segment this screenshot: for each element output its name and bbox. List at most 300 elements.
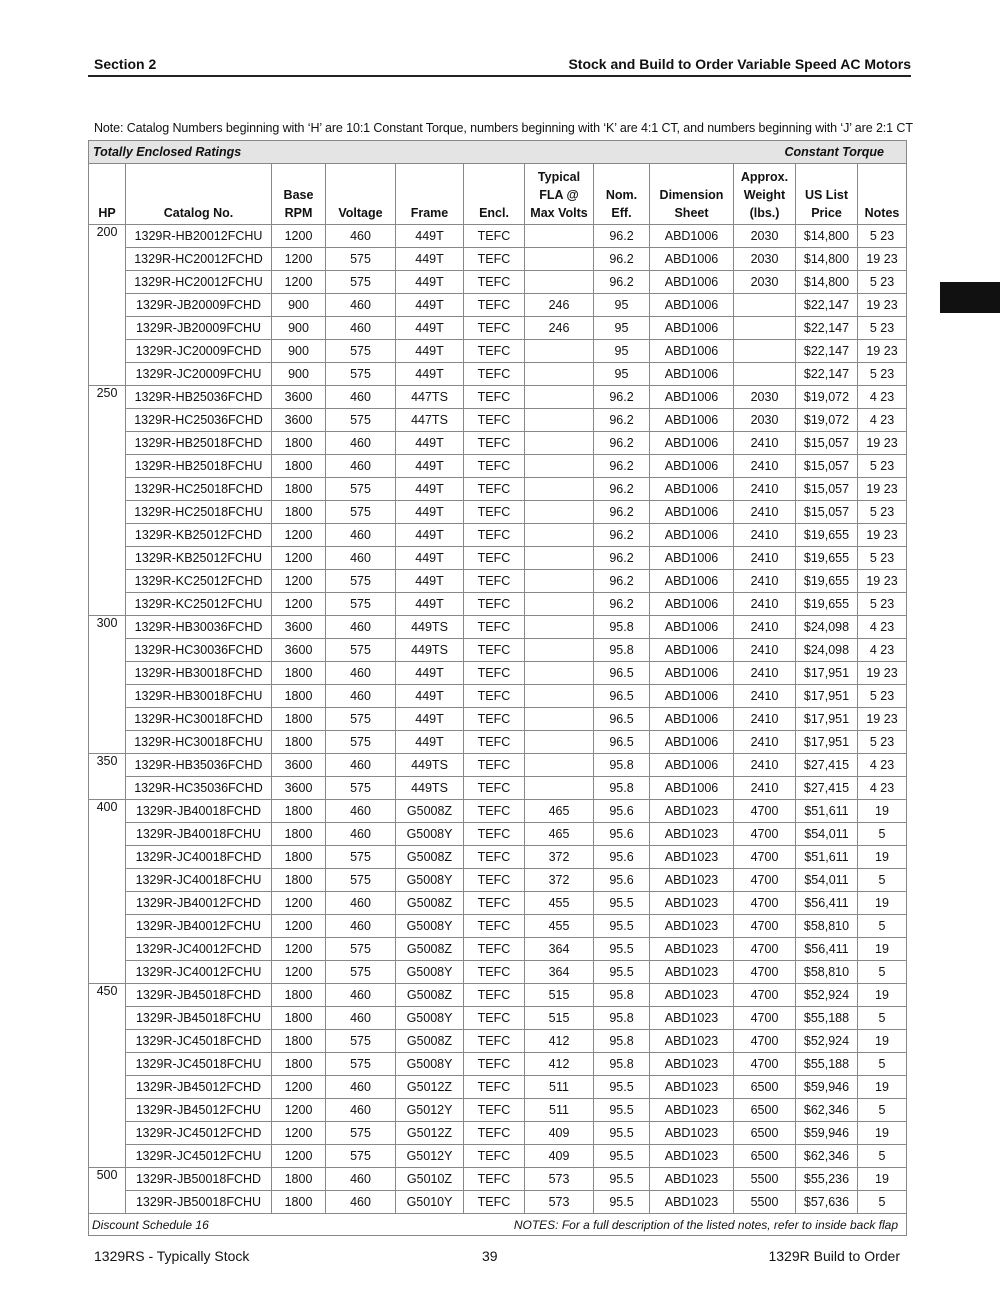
table-cell: 19 bbox=[858, 1030, 907, 1053]
table-cell: 2410 bbox=[734, 501, 796, 524]
table-cell: 5 bbox=[858, 1053, 907, 1076]
table-cell: $14,800 bbox=[796, 271, 858, 294]
table-cell: TEFC bbox=[464, 892, 525, 915]
table-cell: 575 bbox=[326, 593, 396, 616]
table-cell: 95.8 bbox=[594, 616, 650, 639]
table-cell: 372 bbox=[525, 846, 594, 869]
table-cell: 1200 bbox=[272, 961, 326, 984]
table-cell: 900 bbox=[272, 294, 326, 317]
table-cell: 246 bbox=[525, 294, 594, 317]
table-cell: TEFC bbox=[464, 1030, 525, 1053]
table-cell: $55,188 bbox=[796, 1053, 858, 1076]
catalog-number-cell: 1329R-JC40018FCHD bbox=[126, 846, 272, 869]
table-cell: 449T bbox=[396, 340, 464, 363]
catalog-number-cell: 1329R-JC40012FCHU bbox=[126, 961, 272, 984]
table-cell: 95.6 bbox=[594, 846, 650, 869]
catalog-number-cell: 1329R-JC20009FCHU bbox=[126, 363, 272, 386]
table-cell: 575 bbox=[326, 271, 396, 294]
table-cell: $24,098 bbox=[796, 616, 858, 639]
table-row bbox=[89, 846, 907, 869]
table-cell: TEFC bbox=[464, 317, 525, 340]
table-cell: 2410 bbox=[734, 708, 796, 731]
table-cell: 19 bbox=[858, 984, 907, 1007]
table-cell: 1800 bbox=[272, 823, 326, 846]
table-cell: TEFC bbox=[464, 616, 525, 639]
table-cell: ABD1023 bbox=[650, 915, 734, 938]
table-cell: 460 bbox=[326, 547, 396, 570]
table-cell: $15,057 bbox=[796, 455, 858, 478]
catalog-number-cell: 1329R-HC25036FCHD bbox=[126, 409, 272, 432]
table-cell: TEFC bbox=[464, 1145, 525, 1168]
table-cell: TEFC bbox=[464, 1053, 525, 1076]
table-cell: 4 23 bbox=[858, 639, 907, 662]
table-cell: 96.2 bbox=[594, 478, 650, 501]
table-cell: 449TS bbox=[396, 777, 464, 800]
table-cell: $54,011 bbox=[796, 823, 858, 846]
catalog-number-cell: 1329R-KC25012FCHU bbox=[126, 593, 272, 616]
table-cell: 4700 bbox=[734, 846, 796, 869]
catalog-number-cell: 1329R-HC30018FCHU bbox=[126, 731, 272, 754]
table-cell: TEFC bbox=[464, 386, 525, 409]
table-cell: $19,072 bbox=[796, 409, 858, 432]
table-cell bbox=[525, 662, 594, 685]
table-cell: 460 bbox=[326, 317, 396, 340]
table-cell: 19 bbox=[858, 1076, 907, 1099]
column-header-line: (lbs.) bbox=[749, 206, 780, 220]
table-cell: TEFC bbox=[464, 800, 525, 823]
table-cell: 5500 bbox=[734, 1168, 796, 1191]
table-cell: ABD1006 bbox=[650, 248, 734, 271]
table-cell: ABD1023 bbox=[650, 1030, 734, 1053]
table-cell: 5 bbox=[858, 1145, 907, 1168]
table-cell: 2410 bbox=[734, 731, 796, 754]
table-cell: G5008Y bbox=[396, 1007, 464, 1030]
table-cell: $59,946 bbox=[796, 1076, 858, 1099]
ratings-table bbox=[88, 140, 907, 1236]
catalog-number-cell: 1329R-HC25018FCHD bbox=[126, 478, 272, 501]
table-cell: 95 bbox=[594, 363, 650, 386]
table-cell: 19 23 bbox=[858, 662, 907, 685]
table-cell: TEFC bbox=[464, 409, 525, 432]
table-row bbox=[89, 386, 907, 409]
table-row bbox=[89, 1076, 907, 1099]
table-cell: 19 bbox=[858, 800, 907, 823]
table-cell: 5500 bbox=[734, 1191, 796, 1214]
table-cell: $19,655 bbox=[796, 593, 858, 616]
table-cell: 95.8 bbox=[594, 1053, 650, 1076]
table-cell: G5012Z bbox=[396, 1122, 464, 1145]
table-cell: ABD1006 bbox=[650, 271, 734, 294]
table-cell: 364 bbox=[525, 961, 594, 984]
table-cell: 575 bbox=[326, 777, 396, 800]
table-cell: $57,636 bbox=[796, 1191, 858, 1214]
table-cell bbox=[525, 271, 594, 294]
table-cell: TEFC bbox=[464, 731, 525, 754]
table-cell: 5 23 bbox=[858, 731, 907, 754]
table-cell: 1800 bbox=[272, 501, 326, 524]
table-cell: ABD1006 bbox=[650, 662, 734, 685]
table-cell: 1200 bbox=[272, 547, 326, 570]
table-cell: 6500 bbox=[734, 1099, 796, 1122]
catalog-number-cell: 1329R-JC45018FCHU bbox=[126, 1053, 272, 1076]
catalog-number-cell: 1329R-JC20009FCHD bbox=[126, 340, 272, 363]
table-row bbox=[89, 1122, 907, 1145]
table-cell: 2410 bbox=[734, 754, 796, 777]
table-cell: 460 bbox=[326, 662, 396, 685]
table-cell: ABD1006 bbox=[650, 524, 734, 547]
table-cell: 449T bbox=[396, 478, 464, 501]
table-cell: 95.5 bbox=[594, 892, 650, 915]
table-cell: ABD1006 bbox=[650, 593, 734, 616]
catalog-number-cell: 1329R-JB45018FCHU bbox=[126, 1007, 272, 1030]
catalog-number-cell: 1329R-HC35036FCHD bbox=[126, 777, 272, 800]
table-cell: $58,810 bbox=[796, 961, 858, 984]
table-cell bbox=[525, 639, 594, 662]
table-cell: 19 23 bbox=[858, 248, 907, 271]
table-cell: TEFC bbox=[464, 501, 525, 524]
table-cell: G5010Y bbox=[396, 1191, 464, 1214]
footer-left: 1329RS - Typically Stock bbox=[94, 1248, 250, 1264]
column-header-line: Notes bbox=[864, 206, 900, 220]
table-cell: 2410 bbox=[734, 639, 796, 662]
catalog-number-cell: 1329R-JB50018FCHU bbox=[126, 1191, 272, 1214]
table-cell: TEFC bbox=[464, 754, 525, 777]
table-cell: 455 bbox=[525, 892, 594, 915]
table-row bbox=[89, 639, 907, 662]
catalog-number-cell: 1329R-HB25036FCHD bbox=[126, 386, 272, 409]
table-cell: 5 23 bbox=[858, 317, 907, 340]
table-cell: TEFC bbox=[464, 593, 525, 616]
table-cell: 96.5 bbox=[594, 731, 650, 754]
table-cell: 573 bbox=[525, 1191, 594, 1214]
catalog-number-cell: 1329R-HC20012FCHD bbox=[126, 248, 272, 271]
table-cell: TEFC bbox=[464, 685, 525, 708]
banner-torque: Constant Torque bbox=[525, 141, 907, 164]
table-cell: 4700 bbox=[734, 823, 796, 846]
hp-cell: 500 bbox=[89, 1168, 126, 1214]
table-cell: TEFC bbox=[464, 294, 525, 317]
column-header-line: Sheet bbox=[674, 206, 709, 220]
table-cell: 575 bbox=[326, 1122, 396, 1145]
table-cell: G5012Z bbox=[396, 1076, 464, 1099]
table-cell: ABD1006 bbox=[650, 708, 734, 731]
table-cell: 449T bbox=[396, 294, 464, 317]
table-cell: 96.5 bbox=[594, 685, 650, 708]
table-cell: 1800 bbox=[272, 1007, 326, 1030]
table-cell: TEFC bbox=[464, 547, 525, 570]
table-row bbox=[89, 294, 907, 317]
table-cell: 515 bbox=[525, 1007, 594, 1030]
table-cell: ABD1006 bbox=[650, 317, 734, 340]
table-cell: 19 23 bbox=[858, 524, 907, 547]
table-cell: $62,346 bbox=[796, 1145, 858, 1168]
column-header-line: Weight bbox=[743, 188, 786, 202]
table-cell: 19 23 bbox=[858, 432, 907, 455]
table-cell: 372 bbox=[525, 869, 594, 892]
table-cell: $22,147 bbox=[796, 317, 858, 340]
column-header-line: Max Volts bbox=[530, 206, 588, 220]
table-cell: 95 bbox=[594, 340, 650, 363]
table-row bbox=[89, 800, 907, 823]
table-cell: 3600 bbox=[272, 616, 326, 639]
catalog-number-cell: 1329R-KB25012FCHD bbox=[126, 524, 272, 547]
table-cell: 2410 bbox=[734, 455, 796, 478]
table-cell: 460 bbox=[326, 800, 396, 823]
table-cell: ABD1006 bbox=[650, 616, 734, 639]
page-title: Stock and Build to Order Variable Speed AC Motors bbox=[568, 56, 911, 72]
table-cell: 95 bbox=[594, 317, 650, 340]
table-cell: 95.5 bbox=[594, 1191, 650, 1214]
table-cell: 900 bbox=[272, 340, 326, 363]
catalog-number-cell: 1329R-JB20009FCHD bbox=[126, 294, 272, 317]
table-cell: 575 bbox=[326, 1030, 396, 1053]
table-cell: TEFC bbox=[464, 984, 525, 1007]
table-cell: TEFC bbox=[464, 271, 525, 294]
table-cell: ABD1006 bbox=[650, 386, 734, 409]
table-cell: G5008Y bbox=[396, 823, 464, 846]
table-cell: 95.6 bbox=[594, 823, 650, 846]
discount-schedule: Discount Schedule 16 bbox=[89, 1214, 464, 1236]
hp-cell: 450 bbox=[89, 984, 126, 1168]
table-cell bbox=[525, 685, 594, 708]
table-cell: 1800 bbox=[272, 984, 326, 1007]
notes-reference: NOTES: For a full description of the listed notes, refer to inside back flap bbox=[464, 1214, 907, 1236]
table-cell: 449T bbox=[396, 570, 464, 593]
table-cell: 455 bbox=[525, 915, 594, 938]
hp-cell: 200 bbox=[89, 225, 126, 386]
table-cell: 19 bbox=[858, 892, 907, 915]
table-cell: 5 bbox=[858, 961, 907, 984]
table-cell: 460 bbox=[326, 754, 396, 777]
table-cell: ABD1023 bbox=[650, 1191, 734, 1214]
table-cell: $22,147 bbox=[796, 294, 858, 317]
catalog-number-cell: 1329R-HC30036FCHD bbox=[126, 639, 272, 662]
table-cell: TEFC bbox=[464, 869, 525, 892]
table-cell: 460 bbox=[326, 225, 396, 248]
table-cell: 246 bbox=[525, 317, 594, 340]
table-row bbox=[89, 570, 907, 593]
table-cell: 449T bbox=[396, 271, 464, 294]
table-cell: 575 bbox=[326, 846, 396, 869]
table-cell: 460 bbox=[326, 685, 396, 708]
column-header-row bbox=[89, 164, 907, 225]
table-cell: TEFC bbox=[464, 777, 525, 800]
table-cell: 575 bbox=[326, 248, 396, 271]
table-cell: 4700 bbox=[734, 938, 796, 961]
column-header bbox=[734, 164, 796, 225]
table-cell: 5 bbox=[858, 1007, 907, 1030]
table-cell bbox=[525, 432, 594, 455]
table-cell: 900 bbox=[272, 363, 326, 386]
table-cell: 4700 bbox=[734, 800, 796, 823]
column-header-line: Voltage bbox=[338, 206, 383, 220]
table-cell: G5008Y bbox=[396, 961, 464, 984]
page-number: 39 bbox=[482, 1248, 498, 1264]
table-cell: 1200 bbox=[272, 593, 326, 616]
table-cell: 95.5 bbox=[594, 1122, 650, 1145]
table-cell: 2030 bbox=[734, 248, 796, 271]
catalog-number-cell: 1329R-JB40012FCHD bbox=[126, 892, 272, 915]
column-header-line: Typical bbox=[537, 170, 581, 184]
table-cell: 4700 bbox=[734, 1007, 796, 1030]
table-cell: TEFC bbox=[464, 915, 525, 938]
table-cell: 2410 bbox=[734, 616, 796, 639]
column-header bbox=[650, 164, 734, 225]
table-cell: 1200 bbox=[272, 1145, 326, 1168]
footer-right: 1329R Build to Order bbox=[768, 1248, 900, 1264]
table-cell: 460 bbox=[326, 1007, 396, 1030]
table-cell: $15,057 bbox=[796, 478, 858, 501]
table-cell: $17,951 bbox=[796, 708, 858, 731]
table-cell: 447TS bbox=[396, 409, 464, 432]
table-row bbox=[89, 892, 907, 915]
table-row bbox=[89, 1030, 907, 1053]
table-row bbox=[89, 317, 907, 340]
table-cell: $22,147 bbox=[796, 363, 858, 386]
table-cell: 460 bbox=[326, 1168, 396, 1191]
table-cell: ABD1023 bbox=[650, 961, 734, 984]
column-header-line: Encl. bbox=[479, 206, 509, 220]
column-header-line: Base bbox=[283, 188, 314, 202]
table-cell: 19 bbox=[858, 846, 907, 869]
table-cell: 96.2 bbox=[594, 570, 650, 593]
table-cell bbox=[525, 570, 594, 593]
table-cell: 2030 bbox=[734, 271, 796, 294]
table-cell: $51,611 bbox=[796, 846, 858, 869]
table-row bbox=[89, 869, 907, 892]
table-cell: 19 23 bbox=[858, 478, 907, 501]
table-cell: ABD1023 bbox=[650, 1145, 734, 1168]
table-cell: $14,800 bbox=[796, 248, 858, 271]
table-row bbox=[89, 1053, 907, 1076]
table-cell bbox=[525, 455, 594, 478]
column-header bbox=[594, 164, 650, 225]
table-cell: 1800 bbox=[272, 846, 326, 869]
table-cell: 1800 bbox=[272, 800, 326, 823]
table-cell bbox=[525, 363, 594, 386]
table-cell: $17,951 bbox=[796, 731, 858, 754]
table-row bbox=[89, 938, 907, 961]
catalog-number-cell: 1329R-JB40012FCHU bbox=[126, 915, 272, 938]
catalog-number-cell: 1329R-JB45012FCHD bbox=[126, 1076, 272, 1099]
catalog-number-cell: 1329R-JC40018FCHU bbox=[126, 869, 272, 892]
table-cell: 4 23 bbox=[858, 386, 907, 409]
table-cell: 460 bbox=[326, 524, 396, 547]
table-cell: 2410 bbox=[734, 432, 796, 455]
table-cell: 1800 bbox=[272, 869, 326, 892]
table-row bbox=[89, 1191, 907, 1214]
catalog-number-cell: 1329R-HB30018FCHU bbox=[126, 685, 272, 708]
table-cell: 460 bbox=[326, 616, 396, 639]
table-cell bbox=[734, 294, 796, 317]
table-cell: 5 bbox=[858, 823, 907, 846]
column-header-line: Catalog No. bbox=[163, 206, 234, 220]
table-cell: 575 bbox=[326, 1145, 396, 1168]
hp-cell: 250 bbox=[89, 386, 126, 616]
table-cell bbox=[525, 754, 594, 777]
table-row bbox=[89, 363, 907, 386]
table-cell: TEFC bbox=[464, 1099, 525, 1122]
table-row bbox=[89, 501, 907, 524]
table-cell: 96.2 bbox=[594, 593, 650, 616]
column-header-line: Approx. bbox=[740, 170, 789, 184]
table-cell: ABD1023 bbox=[650, 984, 734, 1007]
table-cell bbox=[525, 409, 594, 432]
table-cell: 575 bbox=[326, 363, 396, 386]
table-cell: $19,655 bbox=[796, 524, 858, 547]
table-cell: 96.2 bbox=[594, 547, 650, 570]
table-cell: 460 bbox=[326, 984, 396, 1007]
table-cell: 449T bbox=[396, 455, 464, 478]
table-row bbox=[89, 616, 907, 639]
table-row bbox=[89, 409, 907, 432]
table-row bbox=[89, 708, 907, 731]
table-cell: $19,655 bbox=[796, 570, 858, 593]
table-cell: 5 23 bbox=[858, 501, 907, 524]
table-cell: $14,800 bbox=[796, 225, 858, 248]
table-cell: 575 bbox=[326, 961, 396, 984]
table-cell: 95.8 bbox=[594, 1007, 650, 1030]
table-cell: G5010Z bbox=[396, 1168, 464, 1191]
table-cell: 2410 bbox=[734, 593, 796, 616]
table-cell: 19 23 bbox=[858, 340, 907, 363]
table-cell: 19 23 bbox=[858, 708, 907, 731]
table-cell: $51,611 bbox=[796, 800, 858, 823]
table-cell bbox=[734, 363, 796, 386]
table-row bbox=[89, 1168, 907, 1191]
table-cell: 95.5 bbox=[594, 1145, 650, 1168]
catalog-number-cell: 1329R-JB50018FCHD bbox=[126, 1168, 272, 1191]
table-cell bbox=[525, 225, 594, 248]
table-cell: ABD1023 bbox=[650, 1053, 734, 1076]
table-cell bbox=[525, 386, 594, 409]
table-cell: 19 bbox=[858, 1168, 907, 1191]
table-cell: 511 bbox=[525, 1099, 594, 1122]
hp-cell: 300 bbox=[89, 616, 126, 754]
table-cell: G5008Z bbox=[396, 846, 464, 869]
table-cell: ABD1006 bbox=[650, 455, 734, 478]
table-cell: $62,346 bbox=[796, 1099, 858, 1122]
table-cell: G5008Y bbox=[396, 1053, 464, 1076]
catalog-number-cell: 1329R-KC25012FCHD bbox=[126, 570, 272, 593]
table-cell: 511 bbox=[525, 1076, 594, 1099]
table-cell: 95.5 bbox=[594, 938, 650, 961]
table-cell: $15,057 bbox=[796, 501, 858, 524]
table-cell: TEFC bbox=[464, 639, 525, 662]
table-cell: 1800 bbox=[272, 662, 326, 685]
table-cell: 96.2 bbox=[594, 248, 650, 271]
table-cell: 364 bbox=[525, 938, 594, 961]
table-cell: TEFC bbox=[464, 846, 525, 869]
table-cell bbox=[525, 501, 594, 524]
table-cell: 5 bbox=[858, 1191, 907, 1214]
table-cell bbox=[525, 731, 594, 754]
table-cell: G5008Z bbox=[396, 800, 464, 823]
table-cell: 1200 bbox=[272, 225, 326, 248]
table-cell: 575 bbox=[326, 478, 396, 501]
table-cell: 2030 bbox=[734, 225, 796, 248]
catalog-number-cell: 1329R-JC45018FCHD bbox=[126, 1030, 272, 1053]
table-cell: 465 bbox=[525, 800, 594, 823]
table-cell: 449T bbox=[396, 363, 464, 386]
table-cell: 449T bbox=[396, 593, 464, 616]
table-cell: 2410 bbox=[734, 478, 796, 501]
table-cell: TEFC bbox=[464, 1122, 525, 1145]
column-header bbox=[796, 164, 858, 225]
table-cell: 95.8 bbox=[594, 639, 650, 662]
table-cell: TEFC bbox=[464, 570, 525, 593]
table-cell: 6500 bbox=[734, 1145, 796, 1168]
